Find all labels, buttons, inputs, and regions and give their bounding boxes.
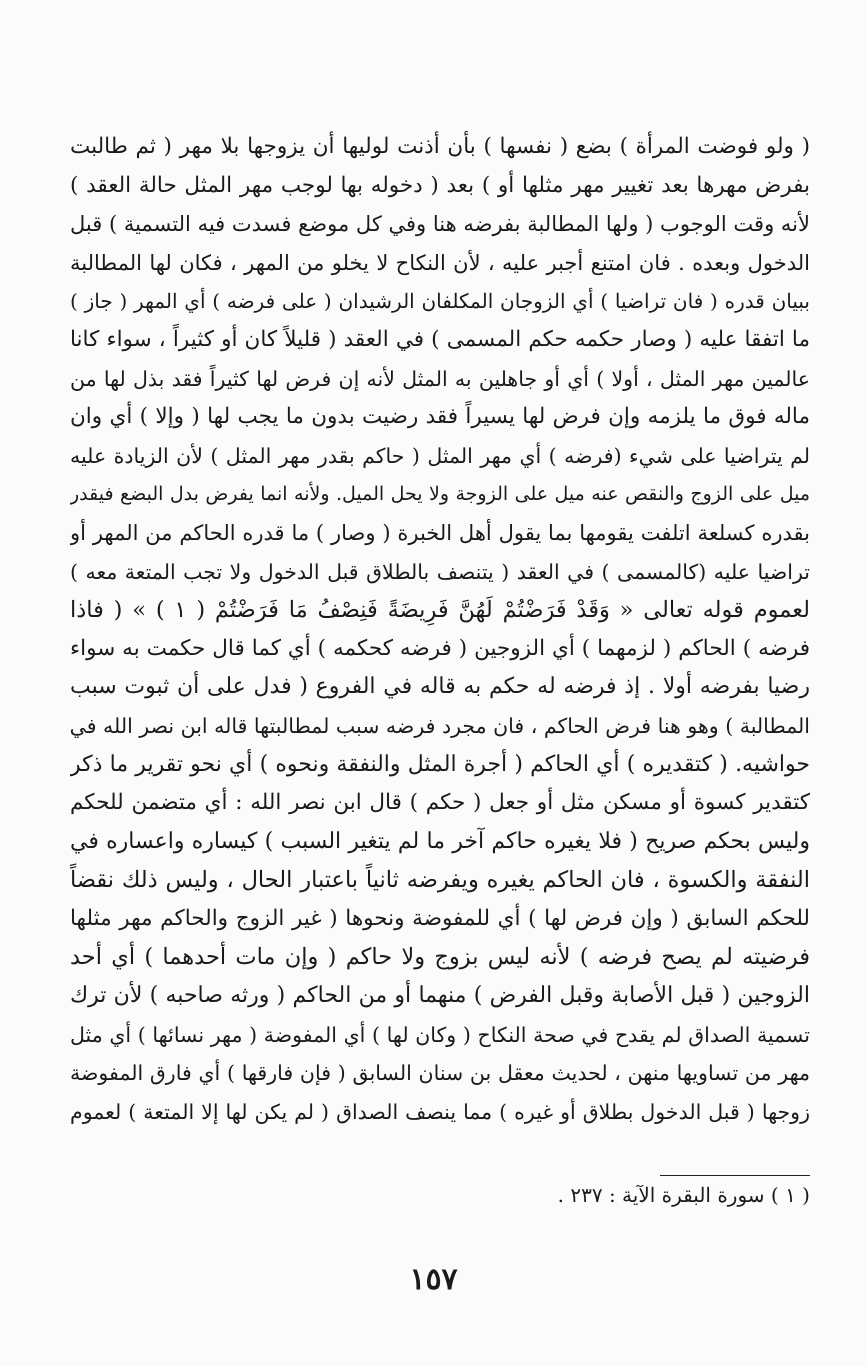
text-line: فرضيته لم يصح فرضه ) لأنه ليس بزوج ولا حاكم ( وإن مات أحدهما ) أي أحد	[70, 944, 810, 971]
quran-verse-line: لعموم قوله تعالى « وَقَدْ فَرَضْتُمْ لَهُنَّ فَرِيضَةً فَنِصْفُ مَا فَرَضْتُمْ ( ١ ) » ( فاذا	[70, 597, 810, 624]
body-text	[70, 128, 810, 1131]
text-line: رضيا بفرضه أولا . إذ فرضه له حكم به قاله في الفروع ( فدل على أن ثبوت سبب	[70, 674, 810, 700]
text-line: النفقة والكسوة ، فان الحاكم يغيره ويفرضه ثانياً باعتبار الحال ، وليس ذلك نقضاً	[70, 867, 810, 894]
text-line: المطالبة ) وهو هنا فرض الحاكم ، فان مجرد فرضه سبب لمطالبتها قاله ابن نصر الله في	[70, 713, 810, 738]
text-line: فرضه ) الحاكم ( لزمهما ) أي الزوجين ( فرضه كحكمه ) أي كما قال حكمت به سواء	[70, 635, 810, 661]
text-line: ماله فوق ما يلزمه وإن فرض لها يسيراً فقد رضيت بدون ما يجب لها ( وإلا ) أي وان	[70, 404, 810, 430]
text-line: ببيان قدره ( فان تراضيا ) أي الزوجان المكلفان الرشيدان ( على فرضه ) أي المهر ( جاز )	[70, 289, 810, 314]
footnote-divider	[660, 1175, 810, 1176]
text-line: الدخول وبعده . فان امتنع أجبر عليه ، لأن النكاح لا يخلو من المهر ، فكان لها المطالبة	[70, 250, 810, 275]
text-line: تراضيا عليه (كالمسمى ) في العقد ( يتنصف بالطلاق قبل الدخول ولا تجب المتعة معه )	[70, 559, 810, 584]
text-line: لم يتراضيا على شيء (فرضه ) أي مهر المثل ( حاكم بقدر مهر المثل ) لأن الزيادة عليه	[70, 443, 810, 468]
footnote: ( ١ ) سورة البقرة الآية : ٢٣٧ .	[557, 1183, 810, 1207]
text-line: تسمية الصداق لم يقدح في صحة النكاح ( وكان لها ) أي المفوضة ( مهر نسائها ) أي مثل	[70, 1022, 810, 1047]
text-line: بفرض مهرها بعد تغيير مهر مثلها أو ) بعد ( دخوله بها لوجب مهر المثل حالة العقد )	[70, 172, 810, 198]
text-line: للحكم السابق ( وإن فرض لها ) أي للمفوضة ونحوها ( غير الزوج والحاكم مهر مثلها	[70, 905, 810, 931]
text-line: الزوجين ( قبل الأصابة وقبل الفرض ) منهما أو من الحاكم ( ورثه صاحبه ) لأن ترك	[70, 983, 810, 1009]
text-line: وليس بحكم صريح ( فلا يغيره حاكم آخر ما لم يتغير السبب ) كيساره واعساره في	[70, 828, 810, 854]
page-number: ١٥٧	[409, 1262, 458, 1297]
text-line: بقدره كسلعة اتلفت يقومها بما يقول أهل الخبرة ( وصار ) ما قدره الحاكم من المهر أو	[70, 520, 810, 545]
text-line: زوجها ( قبل الدخول بطلاق أو غيره ) مما ينصف الصداق ( لم يكن لها إلا المتعة ) لعموم	[70, 1099, 810, 1124]
text-line: كتقدير كسوة أو مسكن مثل أو جعل ( حكم ) قال ابن نصر الله : أي متضمن للحكم	[70, 790, 810, 816]
text-line: ( ولو فوضت المرأة ) بضع ( نفسها ) بأن أذنت لوليها أن يزوجها بلا مهر ( ثم طالبت	[70, 134, 810, 159]
text-line: ميل على الزوج والنقص عنه ميل على الزوجة ولا يحل الميل. ولأنه انما يفرض بدل البضع فيقدر	[70, 483, 810, 506]
text-line: عالمين مهر المثل ، أولا ) أي أو جاهلين به المثل لأنه إن فرض لها كثيراً فقد بذل لها من	[70, 366, 810, 391]
text-line: لأنه وقت الوجوب ( ولها المطالبة بفرضه هنا وفي كل موضع فسدت فيه التسمية ) قبل	[70, 212, 810, 237]
text-line: حواشيه. ( كتقديره ) أي الحاكم ( أجرة المثل والنفقة ونحوه ) أي نحو تقرير ما ذكر	[70, 751, 810, 777]
text-line: ما اتفقا عليه ( وصار حكمه حكم المسمى ) في العقد ( قليلاً كان أو كثيراً ، سواء كانا	[70, 326, 810, 352]
text-line: مهر من تساويها منهن ، لحديث معقل بن سنان السابق ( فإن فارقها ) أي فارق المفوضة	[70, 1061, 810, 1086]
